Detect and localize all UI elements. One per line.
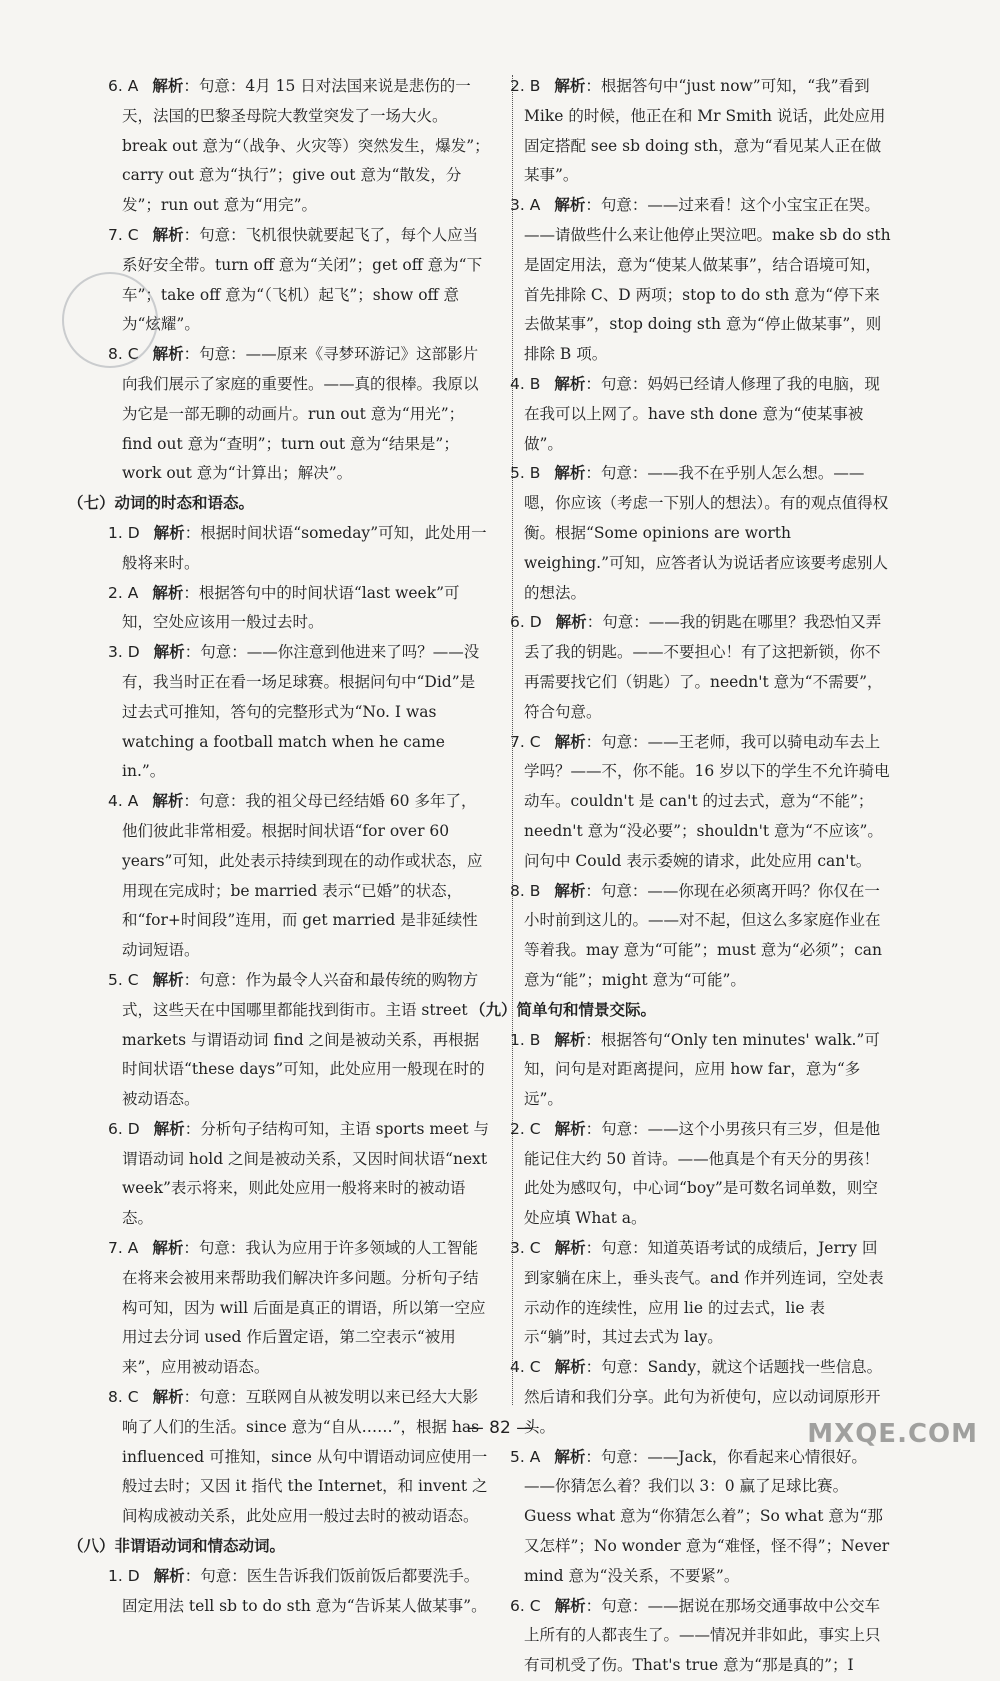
- answer-letter: D: [529, 613, 542, 632]
- section-heading: [470, 996, 892, 1026]
- item-number: 6.: [108, 77, 123, 95]
- answer-item: [108, 221, 490, 340]
- section-heading: [68, 1532, 490, 1562]
- answer-item: [510, 1026, 892, 1115]
- answer-letter: C: [529, 1119, 541, 1138]
- item-number: 6.: [510, 613, 525, 632]
- item-number: 6.: [510, 1596, 525, 1615]
- analysis-label: 解析: [153, 643, 185, 662]
- item-number: 3.: [510, 196, 525, 215]
- analysis-text: ：根据时间状语“someday”可知，此处用一般将来时。: [122, 523, 487, 572]
- analysis-text: ：句意：——原来《寻梦环游记》这部影片向我们展示了家庭的重要性。——真的很棒。我原以为它是一部无聊的动画片。run out 意为“用光”；find out 意为“查明”；turn out 意为“结果是”；work out 意为“计算出；解决”。: [122, 345, 479, 483]
- answer-item: [510, 608, 892, 727]
- item-number: 2.: [510, 1119, 525, 1138]
- analysis-label: 解析: [153, 523, 185, 542]
- analysis-label: 解析: [152, 1388, 184, 1407]
- watermark-logo: MXQE.COM: [807, 1419, 978, 1449]
- item-number: 4.: [510, 1358, 525, 1377]
- answer-item: [510, 1592, 892, 1681]
- section-heading-text: （九）简单句和情景交际。: [470, 1000, 657, 1019]
- answer-letter: D: [127, 1119, 140, 1138]
- answer-item: [510, 1115, 892, 1234]
- analysis-label: 解析: [554, 1358, 586, 1377]
- analysis-label: 解析: [152, 583, 184, 602]
- item-number: 8.: [108, 345, 123, 364]
- analysis-label: 解析: [554, 881, 586, 900]
- item-number: 4.: [108, 792, 123, 811]
- answer-letter: B: [529, 1030, 541, 1049]
- analysis-text: ：句意：医生告诉我们饭前饭后都要洗手。固定用法 tell sb to do sth 意为“告诉某人做某事”。: [122, 1566, 487, 1615]
- analysis-text: ：句意：——据说在那场交通事故中公交车上所有的人都丧生了。——情况并非如此，事实上只有司机受了伤。That's true 意为“那是真的”；I: [524, 1596, 881, 1675]
- item-number: 2.: [108, 583, 123, 602]
- answer-item: [108, 638, 490, 787]
- answer-item: [108, 787, 490, 966]
- analysis-label: 解析: [152, 345, 184, 364]
- answer-item: [108, 1562, 490, 1622]
- analysis-text: ：句意：——你注意到他进来了吗？——没有，我当时正在看一场足球赛。根据问句中“Did”是过去式可推知，答句的完整形式为“No. I was watching a football match when he came in.”。: [122, 643, 480, 781]
- analysis-label: 解析: [554, 464, 586, 483]
- answer-item: [108, 966, 490, 1115]
- analysis-text: ：句意：我认为应用于许多领域的人工智能在将来会被用来帮助我们解决许多问题。分析句子结构可知，因为 will 后面是真正的谓语，所以第一空应用过去分词 used 作后置定语，第二空表示“被用来”，应用被动语态。: [122, 1239, 486, 1377]
- analysis-text: ：句意：4月 15 日对法国来说是悲伤的一天，法国的巴黎圣母院大教堂突发了一场大火。break out 意为“（战争、火灾等）突然发生，爆发”；carry out 意为“执行”；give out 意为“散发，分发”；run out 意为“用完”。: [122, 77, 490, 215]
- analysis-label: 解析: [554, 1596, 586, 1615]
- analysis-label: 解析: [555, 613, 587, 632]
- answer-item: [510, 72, 892, 191]
- item-number: 8.: [108, 1388, 123, 1407]
- answer-item: [108, 1234, 490, 1383]
- answer-letter: B: [529, 77, 541, 95]
- item-number: 2.: [510, 77, 525, 95]
- answer-item: [108, 72, 490, 221]
- answer-letter: C: [529, 1596, 541, 1615]
- item-number: 4.: [510, 374, 525, 393]
- item-number: 7.: [510, 732, 525, 751]
- answer-letter: B: [529, 464, 541, 483]
- analysis-text: ：句意：——这个小男孩只有三岁，但是他能记住大约 50 首诗。——他真是个有天分的男孩！此处为感叹句，中心词“boy”是可数名词单数，则空处应填 What a。: [524, 1119, 881, 1228]
- analysis-label: 解析: [554, 77, 586, 95]
- analysis-text: ：句意：飞机很快就要起飞了，每个人应当系好安全带。turn off 意为“关闭”；get off 意为“下车”；take off 意为“（飞机）起飞”；show off 意为“炫耀”。: [122, 225, 483, 334]
- analysis-text: ：句意：——王老师，我可以骑电动车去上学吗？——不，你不能。16 岁以下的学生不允许骑电动车。couldn't 是 can't 的过去式，意为“不能”；needn't 意为“没必要”；shouldn't 意为“不应该”。问句中 Could 表示委婉的请求，此处应用 can't。: [524, 732, 890, 870]
- analysis-text: ：句意：我的祖父母已经结婚 60 多年了，他们彼此非常相爱。根据时间状语“for over 60 years”可知，此处表示持续到现在的动作或状态，应用现在完成时；be married 表示“已婚”的状态，和“for+时间段”连用，而 get married 是非延续性动词短语。: [122, 792, 483, 960]
- item-number: 7.: [108, 1239, 123, 1258]
- answer-item: [108, 340, 490, 489]
- item-number: 1.: [108, 1566, 123, 1585]
- section-heading: [68, 489, 490, 519]
- analysis-label: 解析: [152, 1239, 184, 1258]
- analysis-label: 解析: [554, 1239, 586, 1258]
- answer-letter: B: [529, 881, 541, 900]
- item-number: 5.: [108, 970, 123, 989]
- analysis-label: 解析: [152, 970, 184, 989]
- answer-item: [510, 370, 892, 459]
- answer-letter: C: [127, 970, 139, 989]
- analysis-text: ：根据答句中“just now”可知，“我”看到 Mike 的时候，他正在和 Mr Smith 说话，此处应用固定搭配 see sb doing sth，意为“看见某人正在做某事”。: [524, 77, 886, 185]
- analysis-label: 解析: [152, 77, 184, 95]
- answer-letter: C: [127, 345, 139, 364]
- analysis-label: 解析: [554, 1030, 586, 1049]
- answer-letter: C: [529, 1239, 541, 1258]
- answer-letter: A: [127, 792, 139, 811]
- analysis-text: ：根据答句“Only ten minutes' walk.”可知，问句是对距离提问，应用 how far，意为“多远”。: [524, 1030, 880, 1109]
- answer-letter: A: [127, 77, 139, 95]
- analysis-text: ：句意：互联网自从被发明以来已经大大影响了人们的生活。since 意为“自从……”，根据 has influenced 可推知，since 从句中谓语动词应使用一般过去时；又因 it 指代 the Internet，和 invent 之间构成被动关系，此处应用一般过去时的被动语态。: [122, 1388, 488, 1526]
- analysis-label: 解析: [152, 225, 184, 244]
- analysis-text: ：句意：——我的钥匙在哪里？我恐怕又弄丢了我的钥匙。——不要担心！有了这把新锁，你不再需要找它们（钥匙）了。needn't 意为“不需要”，符合句意。: [524, 613, 883, 721]
- analysis-text: ：句意：——Jack，你看起来心情很好。——你猜怎么着？我们以 3：0 赢了足球比赛。Guess what 意为“你猜怎么着”；So what 意为“那又怎样”；No wonder 意为“难怪，怪不得”；Never mind 意为“没关系，不要紧”。: [524, 1447, 890, 1585]
- item-number: 8.: [510, 881, 525, 900]
- answer-letter: B: [529, 374, 541, 393]
- analysis-label: 解析: [554, 1119, 586, 1138]
- item-number: 5.: [510, 464, 525, 483]
- answer-item: [108, 579, 490, 639]
- analysis-text: ：句意：Sandy，就这个话题找一些信息。然后请和我们分享。此句为祈使句，应以动词原形开头。: [524, 1358, 883, 1436]
- answer-letter: C: [127, 1388, 139, 1407]
- analysis-text: ：句意：知道英语考试的成绩后，Jerry 回到家躺在床上，垂头丧气。and 作并列连词，空处表示动作的连续性，应用 lie 的过去式，lie 表示“躺”时，其过去式为 lay。: [524, 1239, 884, 1347]
- item-number: 3.: [510, 1239, 525, 1258]
- analysis-label: 解析: [153, 1566, 185, 1585]
- answer-item: [108, 1115, 490, 1234]
- answer-letter: A: [127, 1239, 139, 1258]
- section-heading-text: （七）动词的时态和语态。: [68, 494, 255, 513]
- answer-item: [108, 1383, 490, 1532]
- analysis-text: ：分析句子结构可知，主语 sports meet 与谓语动词 hold 之间是被动关系，又因时间状语“next week”表示将来，则此处应用一般将来时的被动语态。: [122, 1119, 490, 1228]
- answer-letter: D: [127, 1566, 140, 1585]
- answer-item: [510, 728, 892, 877]
- left-column: [68, 72, 490, 1621]
- analysis-label: 解析: [554, 1447, 586, 1466]
- analysis-text: ：句意：作为最令人兴奋和最传统的购物方式，这些天在中国哪里都能找到街市。主语 street markets 与谓语动词 find 之间是被动关系，再根据时间状语“these days”可知，此处应用一般现在时的被动语态。: [122, 970, 485, 1109]
- analysis-text: ：根据答句中的时间状语“last week”可知，空处应该用一般过去时。: [122, 583, 460, 632]
- answer-item: [510, 191, 892, 370]
- answer-item: [510, 1234, 892, 1353]
- answer-letter: C: [529, 1358, 541, 1377]
- analysis-label: 解析: [152, 792, 184, 811]
- item-number: 5.: [510, 1447, 525, 1466]
- item-number: 7.: [108, 225, 123, 244]
- answer-letter: A: [529, 196, 541, 215]
- section-heading-text: （八）非谓语动词和情态动词。: [68, 1537, 286, 1556]
- analysis-text: ：句意：妈妈已经请人修理了我的电脑，现在我可以上网了。have sth done 意为“使某事被做”。: [524, 374, 880, 453]
- answer-item: [108, 519, 490, 579]
- answer-letter: C: [127, 225, 139, 244]
- stamp-seal: [62, 272, 158, 368]
- item-number: 1.: [510, 1030, 525, 1049]
- answer-letter: D: [127, 523, 140, 542]
- answer-item: [510, 877, 892, 996]
- analysis-label: 解析: [153, 1119, 185, 1138]
- item-number: 6.: [108, 1119, 123, 1138]
- answer-item: [510, 1443, 892, 1592]
- answer-item: [510, 459, 892, 608]
- analysis-label: 解析: [554, 196, 586, 215]
- item-number: 3.: [108, 643, 123, 662]
- answer-letter: C: [529, 732, 541, 751]
- answer-letter: A: [529, 1447, 541, 1466]
- page-number: — 82 —: [466, 1418, 534, 1438]
- analysis-label: 解析: [554, 374, 586, 393]
- answer-letter: D: [127, 643, 140, 662]
- analysis-label: 解析: [554, 732, 586, 751]
- analysis-text: ：句意：——你现在必须离开吗？你仅在一小时前到这儿的。——对不起，但这么多家庭作业在等着我。may 意为“可能”；must 意为“必须”；can 意为“能”；might 意为“可能”。: [524, 881, 883, 989]
- answer-letter: A: [127, 583, 139, 602]
- analysis-text: ：句意：——过来看！这个小宝宝正在哭。——请做些什么来让他停止哭泣吧。make sb do sth 是固定用法，意为“使某人做某事”，结合语境可知，首先排除 C、D 两项；stop to do sth 意为“停下来去做某事”，stop doing sth 意为“停止做某事”，则排除 B 项。: [524, 196, 891, 364]
- item-number: 1.: [108, 523, 123, 542]
- analysis-text: ：句意：——我不在乎别人怎么想。——嗯，你应该（考虑一下别人的想法）。有的观点值得权衡。根据“Some opinions are worth weighing.”可知，应答者认为说话者应该要考虑别人的想法。: [524, 464, 889, 602]
